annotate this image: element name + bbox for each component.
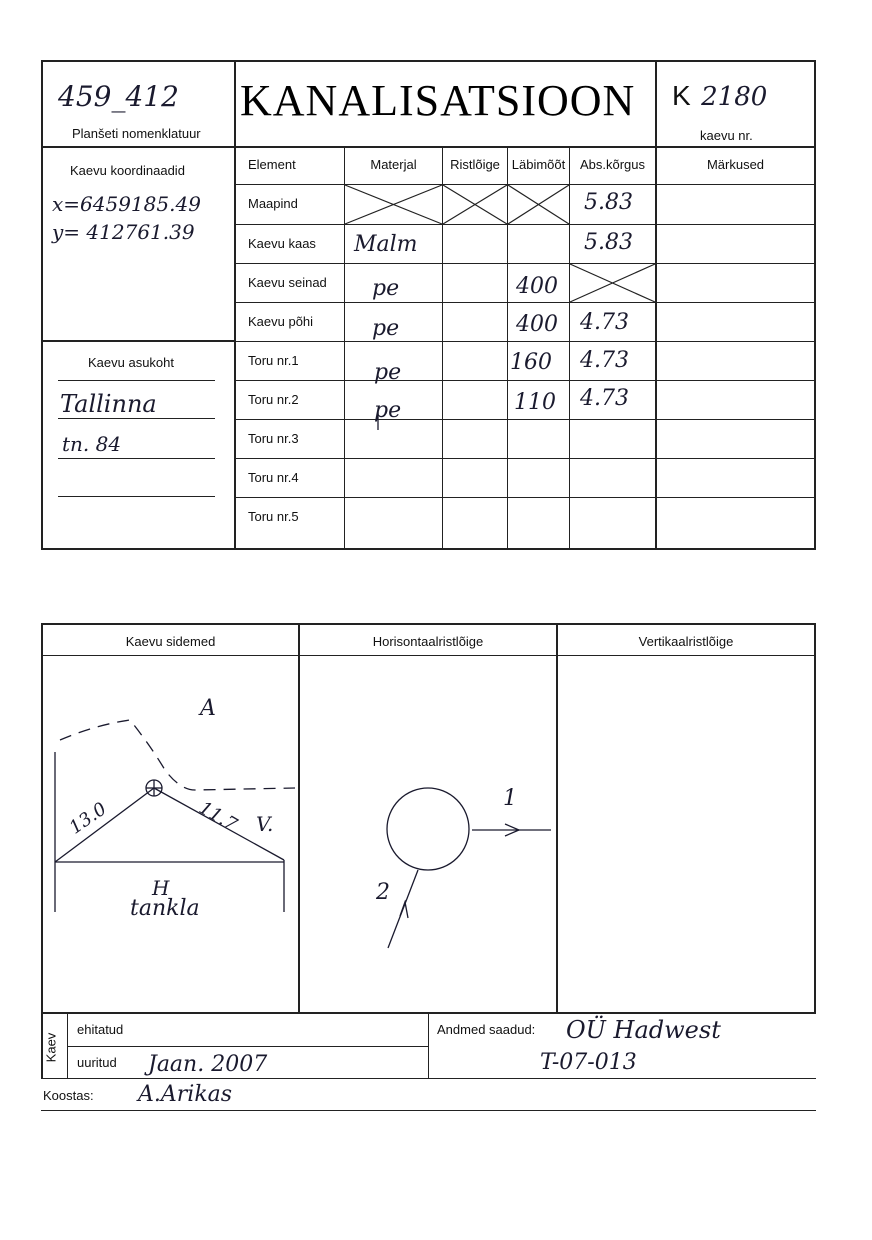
pipe-label-1: 1 — [503, 786, 517, 811]
table-row: Toru nr.3 — [248, 431, 299, 446]
col-header-element: Element — [248, 157, 296, 172]
table-row: Toru nr.5 — [248, 509, 299, 524]
cell-elevation: 4.73 — [580, 348, 629, 373]
sheet-label: Planšeti nomenklatuur — [72, 126, 201, 141]
sketch-header-vertical: Vertikaalristlõige — [638, 634, 734, 649]
page-title: KANALISATSIOON — [240, 76, 636, 125]
author-name: A.Arikas — [138, 1082, 233, 1107]
cell-diameter: 160 — [510, 350, 552, 375]
table-row: Kaevu põhi — [248, 314, 314, 329]
coordinates-label: Kaevu koordinaadid — [70, 163, 185, 178]
well-number: 2180 — [701, 82, 768, 112]
cell-elevation: 4.73 — [580, 310, 629, 335]
building-name: tankla — [130, 896, 200, 921]
cell-diameter: 400 — [516, 312, 558, 337]
well-prefix: K — [672, 80, 691, 111]
table-row: Kaevu kaas — [248, 236, 316, 251]
tie-distance-right: 11.7 — [195, 797, 241, 836]
table-row: Toru nr.4 — [248, 470, 299, 485]
table-row: Toru nr.2 — [248, 392, 299, 407]
data-source-label: Andmed saadud: — [437, 1022, 536, 1037]
coordinate-y: y= 412761.39 — [52, 220, 195, 244]
cell-elevation: 5.83 — [584, 230, 633, 255]
cell-material: pe — [374, 360, 402, 385]
table-row: Toru nr.1 — [248, 353, 299, 368]
data-source: OÜ Hadwest — [566, 1016, 721, 1044]
table-row: Maapind — [248, 196, 298, 211]
cell-diameter: 110 — [514, 390, 556, 415]
cell-material: pe — [372, 276, 400, 301]
col-header-elevation: Abs.kõrgus — [579, 157, 646, 172]
sketch-header-horizontal: Horisontaalristlõige — [372, 634, 484, 649]
sketch-header-ties: Kaevu sidemed — [125, 634, 216, 649]
data-reference: T-07-013 — [540, 1050, 637, 1075]
cell-elevation: 5.83 — [584, 190, 633, 215]
kaev-label: Kaev — [43, 1032, 59, 1063]
cell-material: Malm — [354, 232, 418, 257]
cell-material: pe — [374, 398, 402, 423]
table-row: Kaevu seinad — [248, 275, 327, 290]
col-header-section: Ristlõige — [450, 157, 500, 172]
col-header-material: Materjal — [370, 157, 417, 172]
built-label: ehitatud — [77, 1022, 124, 1037]
col-header-diameter: Läbimõõt — [511, 157, 566, 172]
well-label: kaevu nr. — [700, 128, 753, 143]
pipe-label-2: 2 — [376, 880, 390, 905]
surveyed-value: Jaan. 2007 — [148, 1052, 268, 1077]
col-header-notes: Märkused — [706, 157, 765, 172]
building-letter: A — [200, 696, 216, 721]
corner-mark: V. — [256, 812, 274, 836]
cell-elevation: 4.73 — [580, 386, 629, 411]
building-number: H — [152, 876, 170, 900]
author-label: Koostas: — [43, 1088, 94, 1103]
cell-diameter: 400 — [516, 274, 558, 299]
location-line-2: tn. 84 — [62, 432, 122, 456]
cell-material: pe — [372, 316, 400, 341]
tie-distance-left: 13.0 — [65, 798, 111, 839]
coordinate-x: x=6459185.49 — [52, 192, 201, 216]
location-label: Kaevu asukoht — [88, 355, 175, 370]
sheet-number: 459_412 — [58, 80, 179, 113]
surveyed-label: uuritud — [77, 1055, 117, 1070]
location-line-1: Tallinna — [60, 390, 157, 418]
